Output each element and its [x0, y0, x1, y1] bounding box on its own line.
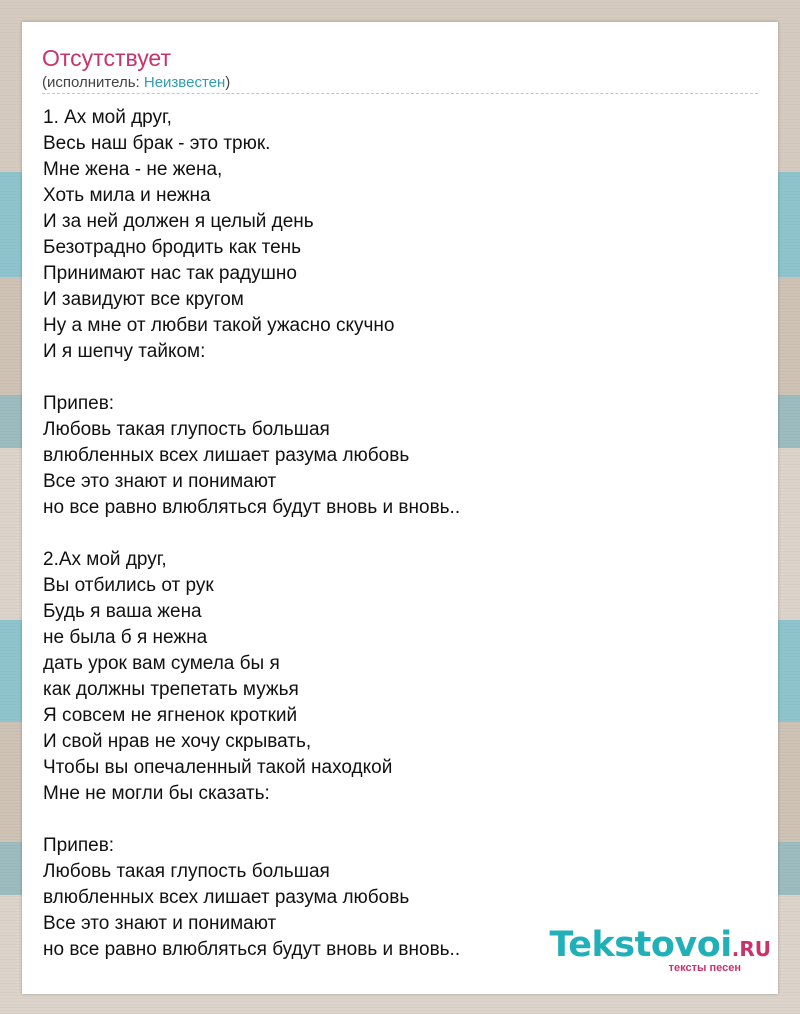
lyric-line [43, 807, 763, 833]
lyric-line: влюбленных всех лишает разума любовь [43, 445, 410, 466]
dashed-divider [42, 93, 758, 94]
lyric-line: Будь я ваша жена [43, 601, 202, 622]
lyric-line: И за ней должен я целый день [43, 211, 314, 232]
lyric-line [43, 521, 763, 547]
lyric-line: И свой нрав не хочу скрывать, [43, 731, 312, 752]
lyric-line: как должны трепетать мужья [43, 679, 299, 700]
lyric-line: 2.Ах мой друг, [43, 549, 167, 570]
lyric-line: Любовь такая глупость большая [43, 419, 330, 440]
lyrics-text [43, 105, 763, 963]
song-title: Отсутствует [42, 45, 171, 71]
lyric-line: Все это знают и понимают [43, 471, 277, 492]
lyric-line: Весь наш брак - это трюк. [43, 133, 271, 154]
lyric-line: Хоть мила и нежна [43, 185, 211, 206]
lyrics-card [22, 22, 778, 994]
lyric-line: И я шепчу тайком: [43, 341, 206, 362]
artist-prefix: (исполнитель: [42, 74, 144, 91]
logo-tld: .RU [731, 937, 771, 961]
artist-link[interactable]: Неизвестен [143, 74, 226, 91]
lyric-line: Любовь такая глупость большая [43, 861, 330, 882]
lyric-line: Принимают нас так радушно [43, 263, 297, 284]
lyric-line: И завидуют все кругом [43, 289, 244, 310]
lyric-line: но все равно влюбляться будут вновь и вновь.. [43, 497, 461, 518]
lyric-line: Все это знают и понимают [43, 913, 277, 934]
logo-tagline: тексты песен [668, 962, 741, 974]
lyric-line: Припев: [43, 835, 115, 856]
logo-main-text: Tekstovoi [549, 925, 732, 965]
artist-suffix: ) [225, 74, 231, 91]
lyric-line: Припев: [43, 393, 115, 414]
lyric-line: Мне жена - не жена, [43, 159, 223, 180]
lyric-line: Чтобы вы опечаленный такой находкой [43, 757, 393, 778]
lyric-line: не была б я нежна [43, 627, 208, 648]
lyric-line: влюбленных всех лишает разума любовь [43, 887, 410, 908]
lyric-line: Я совсем не ягненок кроткий [43, 705, 298, 726]
site-logo[interactable] [550, 926, 771, 974]
lyric-line: 1. Ах мой друг, [43, 107, 172, 128]
lyric-line: Безотрадно бродить как тень [43, 237, 302, 258]
lyric-line: Мне не могли бы сказать: [43, 783, 270, 804]
lyric-line [43, 365, 763, 391]
lyric-line: дать урок вам сумела бы я [43, 653, 280, 674]
artist-line [42, 73, 230, 93]
lyric-line: но все равно влюбляться будут вновь и вновь.. [43, 939, 461, 960]
lyric-line: Вы отбились от рук [43, 575, 214, 596]
lyric-line: Ну а мне от любви такой ужасно скучно [43, 315, 395, 336]
